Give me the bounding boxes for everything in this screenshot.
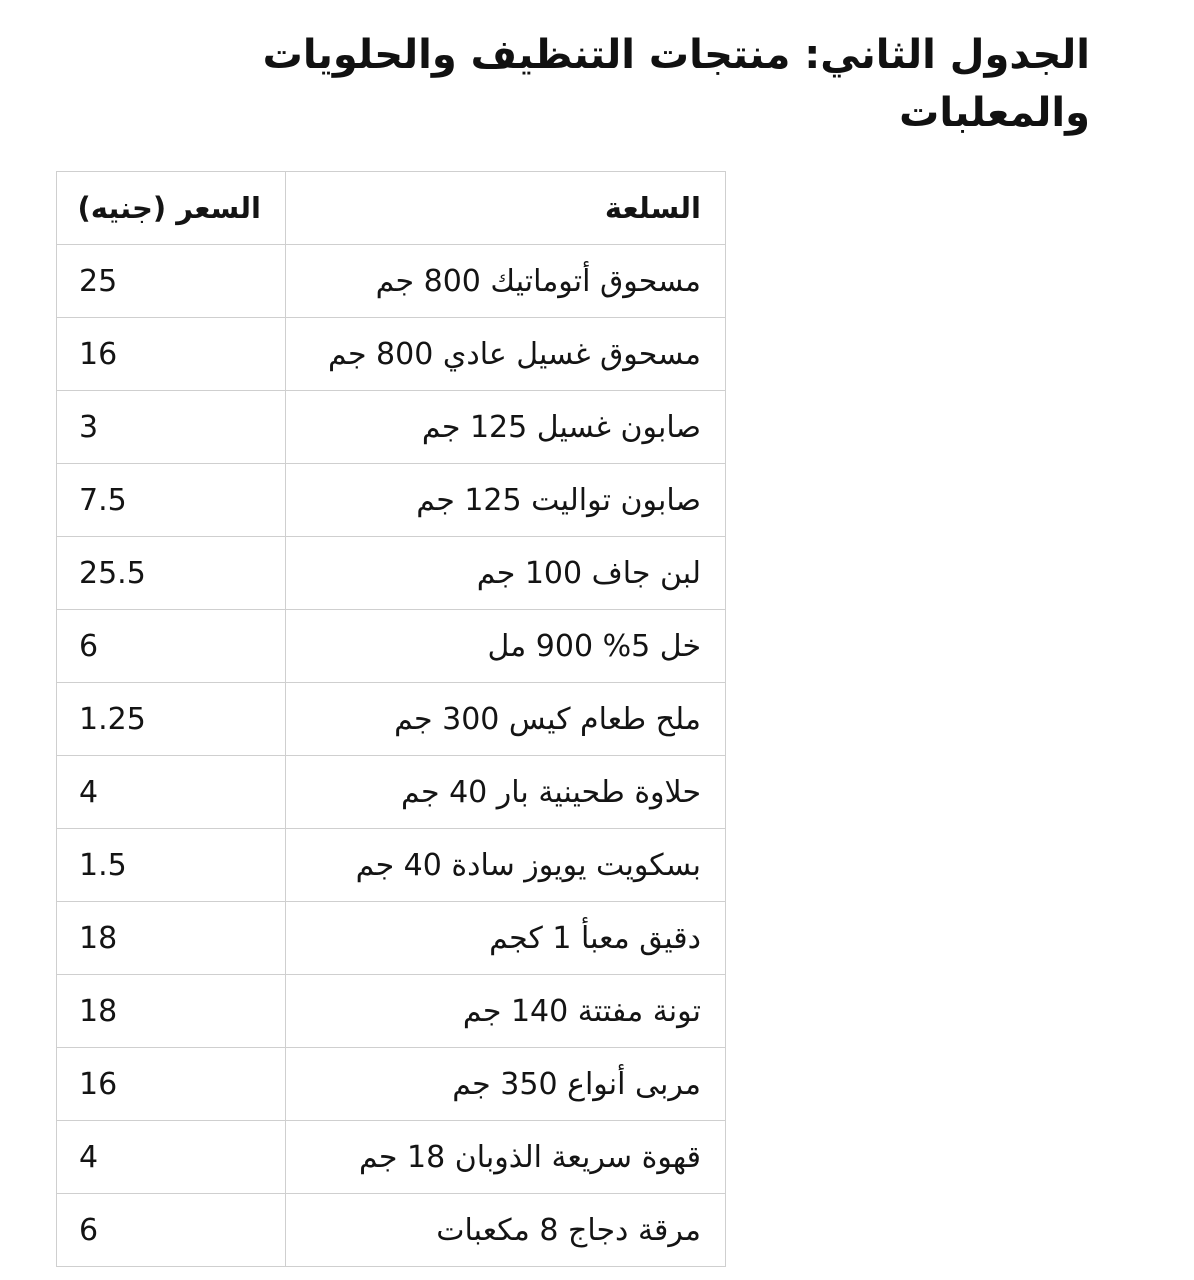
price-cell: 4 xyxy=(57,756,286,829)
price-cell: 18 xyxy=(57,975,286,1048)
table-row xyxy=(57,902,726,975)
table-row xyxy=(57,391,726,464)
table-row xyxy=(57,318,726,391)
price-cell: 7.5 xyxy=(57,464,286,537)
price-cell: 16 xyxy=(57,318,286,391)
item-name-cell: تونة مفتتة 140 جم xyxy=(286,975,726,1048)
price-cell: 18 xyxy=(57,902,286,975)
price-cell: 25 xyxy=(57,245,286,318)
table-row xyxy=(57,756,726,829)
item-name-cell: لبن جاف 100 جم xyxy=(286,537,726,610)
table-row xyxy=(57,1048,726,1121)
table-row xyxy=(57,610,726,683)
price-cell: 16 xyxy=(57,1048,286,1121)
table-row xyxy=(57,1194,726,1267)
table-header-row xyxy=(57,172,726,245)
item-name-cell: قهوة سريعة الذوبان 18 جم xyxy=(286,1121,726,1194)
price-cell: 6 xyxy=(57,1194,286,1267)
item-name-cell: مسحوق أتوماتيك 800 جم xyxy=(286,245,726,318)
item-name-cell: خل 5% 900 مل xyxy=(286,610,726,683)
price-cell: 4 xyxy=(57,1121,286,1194)
item-name-cell: ملح طعام كيس 300 جم xyxy=(286,683,726,756)
item-name-cell: مرقة دجاج 8 مكعبات xyxy=(286,1194,726,1267)
item-name-cell: صابون تواليت 125 جم xyxy=(286,464,726,537)
price-cell: 1.5 xyxy=(57,829,286,902)
page-title: الجدول الثاني: منتجات التنظيف والحلويات والمعلبات xyxy=(262,32,1090,136)
table-row xyxy=(57,537,726,610)
item-name-cell: حلاوة طحينية بار 40 جم xyxy=(286,756,726,829)
price-cell: 25.5 xyxy=(57,537,286,610)
table-row xyxy=(57,464,726,537)
price-cell: 6 xyxy=(57,610,286,683)
item-name-cell: مسحوق غسيل عادي 800 جم xyxy=(286,318,726,391)
price-cell: 3 xyxy=(57,391,286,464)
table-row xyxy=(57,829,726,902)
item-name-cell: مربى أنواع 350 جم xyxy=(286,1048,726,1121)
column-header-item: السلعة xyxy=(286,172,726,245)
table-row xyxy=(57,975,726,1048)
table-row xyxy=(57,1121,726,1194)
price-cell: 1.25 xyxy=(57,683,286,756)
item-name-cell: بسكويت يويوز سادة 40 جم xyxy=(286,829,726,902)
table-row xyxy=(57,683,726,756)
price-table xyxy=(56,171,726,1267)
item-name-cell: صابون غسيل 125 جم xyxy=(286,391,726,464)
item-name-cell: دقيق معبأ 1 كجم xyxy=(286,902,726,975)
table-row xyxy=(57,245,726,318)
column-header-price: السعر (جنيه) xyxy=(57,172,286,245)
